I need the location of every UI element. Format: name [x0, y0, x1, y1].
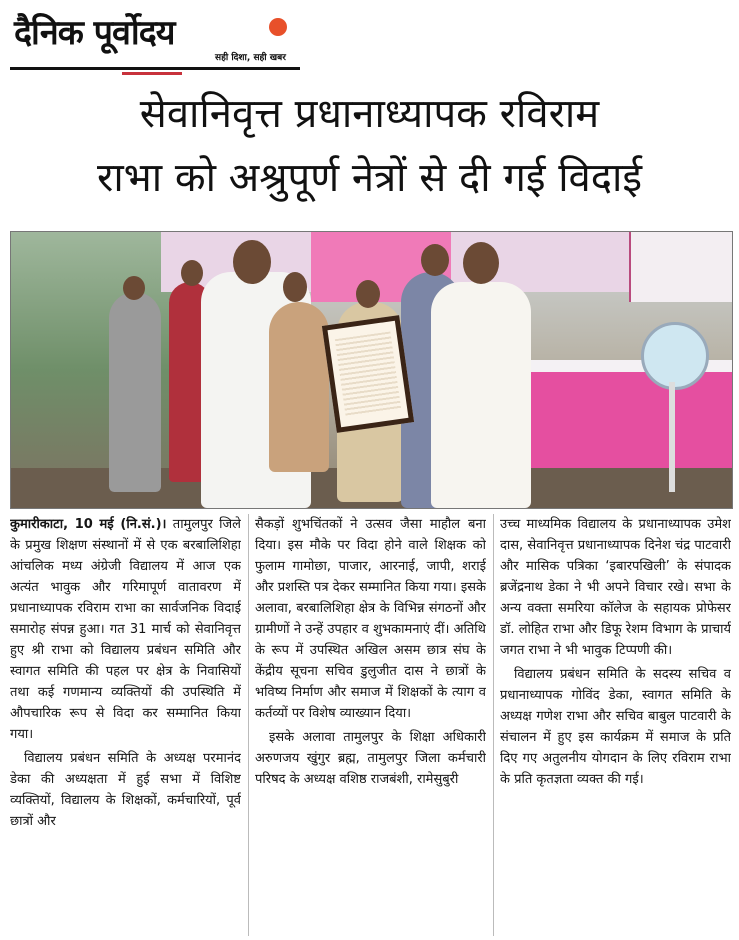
article-column-2 [255, 514, 486, 936]
article-paragraph: सैकड़ों शुभचिंतकों ने उत्सव जैसा माहौल बना दिया। इस मौके पर विदा होने वाले शिक्षक को फुलाम गामोछा, पाजार, आरनाई, जापी, शराई और प्रशस्ति पत्र देकर सम्मानित किया गया। इसके अलावा, बरबालिशिहा क्षेत्र के विभिन्न संगठनों और ग्रामीणों ने उन्हें उपहार व शुभकामनाएं दीं। अतिथि के रूप में उपस्थित अखिल असम छात्र संघ के केंद्रीय सूचना सचिव डुलुजीत दास ने छात्रों के भविष्य निर्माण और समाज में शिक्षकों के त्याग व कर्तव्यों पर विशेष व्याख्यान दिया। [255, 517, 486, 721]
article-paragraph: इसके अलावा तामुलपुर के शिक्षा अधिकारी अरुणजय खुंगुर ब्रह्म, तामुलपुर जिला कर्मचारी परिषद के अध्यक्ष वशिष्ठ राजबंशी, रामेसुबुरी [255, 730, 486, 787]
headline [0, 82, 739, 210]
headline-line-2: राभा को अश्रुपूर्ण नेत्रों से दी गई विदाई [96, 155, 643, 201]
dateline: कुमारीकाटा, 10 मई (नि.सं.)। [10, 517, 167, 532]
article-paragraph: विद्यालय प्रबंधन समिति के सदस्य सचिव व प्रधानाध्यापक गोविंद डेका, स्वागत समिति के अध्यक्ष गणेश राभा और सचिव बाबुल पाटवारी के संचालन में हुए इस कार्यक्रम में समाज के प्रति दिए गए अतुलनीय योगदान के लिए रविराम राभा के प्रति कृतज्ञता व्यक्त की गई। [500, 667, 731, 787]
masthead-accent [122, 72, 182, 75]
article-body [10, 514, 731, 936]
masthead-rule [10, 67, 300, 70]
tagline: सही दिशा, सही खबर [215, 53, 286, 63]
column-divider [493, 514, 494, 936]
newspaper-logo: दैनिक पूर्वोदय [14, 13, 175, 53]
article-column-1 [10, 514, 241, 936]
article-paragraph: उच्च माध्यमिक विद्यालय के प्रधानाध्यापक उमेश दास, सेवानिवृत्त प्रधानाध्यापक दिनेश चंद्र पाटवारी और मासिक पत्रिका ‘इबारपखिली’ के संपादक ब्रजेंद्रनाथ डेका ने भी अपने विचार रखे। सभा के अन्य वक्ता समरिया कॉलेज के सहायक प्रोफेसर डॉ. लोहित राभा और डिफू रेशम विभाग के प्राचार्य जगत राभा ने भी भावुक टिप्पणी की। [500, 517, 731, 658]
masthead [10, 6, 300, 68]
article-paragraph: तामुलपुर जिले के प्रमुख शिक्षण संस्थानों में से एक बरबालिशिहा आंचलिक मध्य अंग्रेजी विद्यालय में आज एक अत्यंत भावुक और गरिमापूर्ण वातावरण में प्रधानाध्यापक रविराम राभा का सार्वजनिक विदाई समारोह संपन्न हुआ। गत 31 मार्च को सेवानिवृत्त हुए श्री राभा को विद्यालय प्रबंधन समिति और स्वागत समिति की पहल पर क्षेत्र के निवासियों तथा कई गणमान्य व्यक्तियों की उपस्थिति में औपचारिक रूप से विदा कर सम्मानित किया गया। [10, 517, 241, 742]
headline-line-1: सेवानिवृत्त प्रधानाध्यापक रविराम [139, 91, 600, 137]
certificate-frame [322, 315, 414, 433]
article-column-3 [500, 514, 731, 936]
logo-dot-icon [269, 18, 287, 36]
ceremony-photo [10, 231, 733, 509]
column-divider [248, 514, 249, 936]
article-paragraph: विद्यालय प्रबंधन समिति के अध्यक्ष परमानंद डेका की अध्यक्षता में हुई सभा में विशिष्ट व्यक्तियों, विद्यालय के शिक्षकों, कर्मचारियों, पूर्व छात्रों और [10, 751, 241, 829]
